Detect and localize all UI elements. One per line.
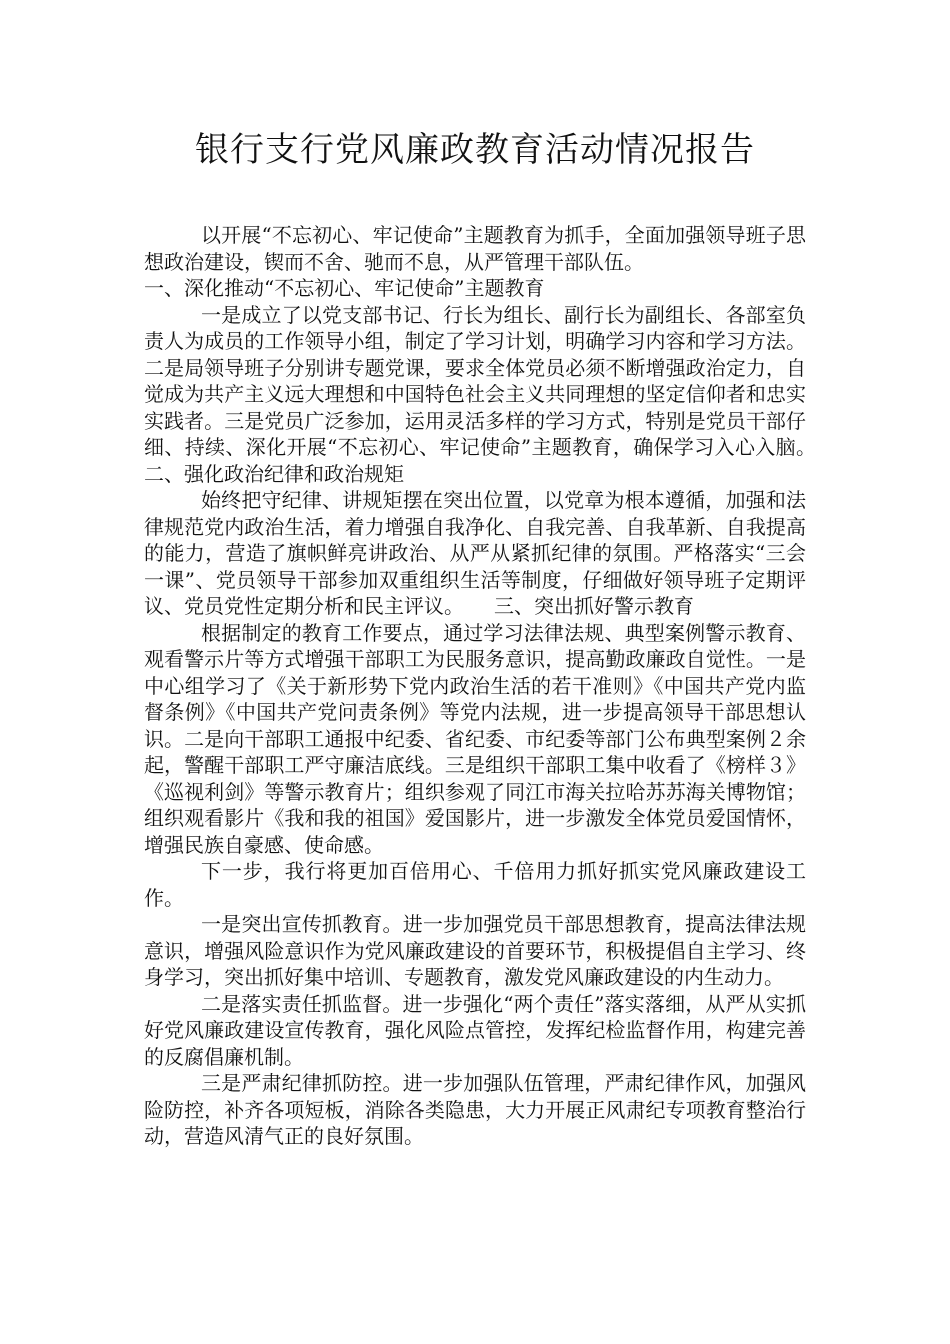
plan-item-2-paragraph: 二是落实责任抓监督。进一步强化“两个责任”落实落细，从严从实抓好党风廉政建设宣传教育，强化风险点管控，发挥纪检监督作用，构建完善的反腐倡廉机制。: [144, 991, 806, 1069]
intro-paragraph: 以开展“不忘初心、牢记使命”主题教育为抓手，全面加强领导班子思想政治建设，锲而不舍、驰而不息，从严管理干部队伍。: [144, 223, 806, 274]
plan-item-3-paragraph: 三是严肃纪律抓防控。进一步加强队伍管理，严肃纪律作风，加强风险防控，补齐各项短板，消除各类隐患，大力开展正风肃纪专项教育整治行动，营造风清气正的良好氛围。: [144, 1071, 806, 1148]
plan-item-1-paragraph: 一是突出宣传抓教育。进一步加强党员干部思想教育，提高法律法规意识，增强风险意识作为党风廉政建设的首要环节，积极提倡自主学习、终身学习，突出抓好集中培训、专题教育，激发党风廉政建设的内生动力。: [144, 912, 806, 989]
section-1-paragraph: 一是成立了以党支部书记、行长为组长、副行长为副组长、各部室负责人为成员的工作领导小组，制定了学习计划，明确学习内容和学习方法。二是局领导班子分别讲专题党课，要求全体党员必须不断增强政治定力，自觉成为共产主义远大理想和中国特色社会主义共同理想的坚定信仰者和忠实实践者。三是党员广泛参加，运用灵活多样的学习方式，特别是党员干部仔细、持续、深化开展“不忘初心、牢记使命”主题教育，确保学习入心入脑。 二、强化政治纪律和政治规矩: [144, 302, 846, 486]
next-step-paragraph: 下一步，我行将更加百倍用心、千倍用力抓好抓实党风廉政建设工作。: [144, 859, 806, 910]
document-title: 银行支行党风廉政教育活动情况报告: [195, 130, 755, 170]
section-heading-1: 一、深化推动“不忘初心、牢记使命”主题教育: [144, 276, 545, 300]
section-2-paragraph: 始终把守纪律、讲规矩摆在突出位置，以党章为根本遵循，加强和法律规范党内政治生活，着力增强自我净化、自我完善、自我革新、自我提高的能力，营造了旗帜鲜亮讲政治、从严从紧抓纪律的氛围。严格落实“三会一课”、党员领导干部参加双重组织生活等制度，仔细做好领导班子定期评议、党员党性定期分析和民主评议。 三、突出抓好警示教育: [144, 488, 806, 618]
section-3-paragraph: 根据制定的教育工作要点，通过学习法律法规、典型案例警示教育、观看警示片等方式增强干部职工为民服务意识，提高勤政廉政自觉性。一是中心组学习了《关于新形势下党内政治生活的若干准则》《中国共产党内监督条例》《中国共产党问责条例》等党内法规，进一步提高领导干部思想认识。二是向干部职工通报中纪委、省纪委、市纪委等部门公布典型案例２余起，警醒干部职工严守廉洁底线。三是组织干部职工集中收看了《榜样３》《巡视利剑》等警示教育片；组织参观了同江市海关拉哈苏苏海关博物馆；组织观看影片《我和我的祖国》爱国影片，进一步激发全体党员爱国情怀，增强民族自豪感、使命感。: [144, 620, 806, 857]
document-body: [144, 222, 846, 1150]
